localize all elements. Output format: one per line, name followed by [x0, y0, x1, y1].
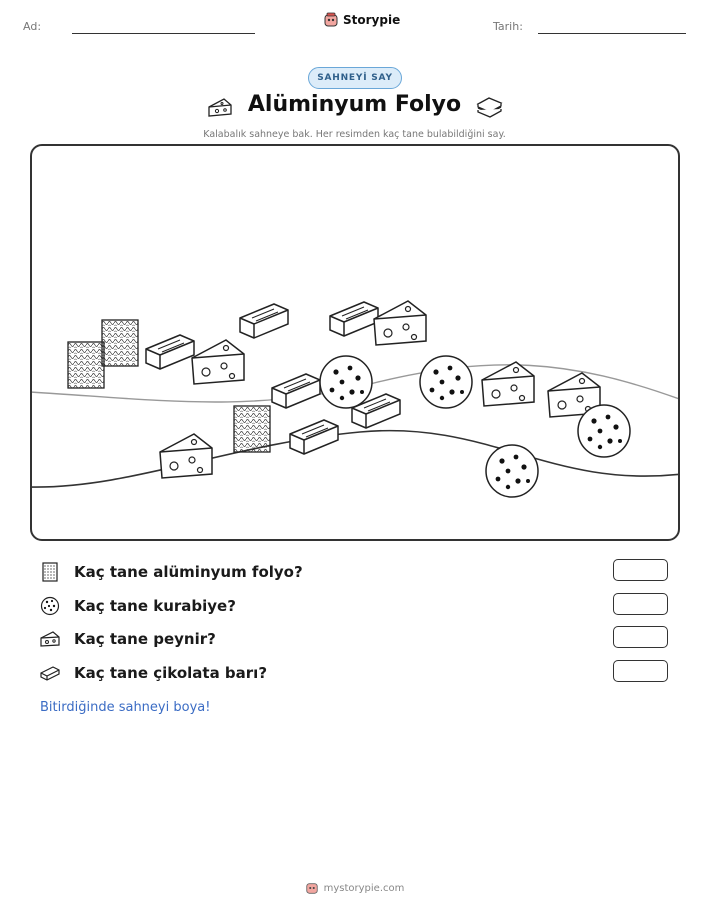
chocolate-bar-icon	[330, 302, 378, 336]
question-text: Kaç tane çikolata barı?	[74, 664, 268, 682]
sandwich-icon	[474, 94, 504, 120]
question-text: Kaç tane alüminyum folyo?	[74, 563, 303, 581]
chocolate-bar-icon	[272, 374, 320, 408]
date-label: Tarih:	[493, 20, 523, 33]
chocolate-bar-icon	[240, 304, 288, 338]
activity-badge: SAHNEYİ SAY	[308, 67, 402, 89]
answer-box-cookie[interactable]	[613, 593, 668, 615]
cookie-icon	[486, 445, 538, 497]
name-label: Ad:	[23, 20, 42, 33]
cookie-icon	[578, 405, 630, 457]
cheese-icon	[160, 434, 212, 478]
footer-url[interactable]: mystorypie.com	[323, 882, 405, 894]
cheese-icon	[374, 301, 426, 345]
answer-box-chocolate-bar[interactable]	[613, 660, 668, 682]
coloring-note: Bitirdiğinde sahneyi boya!	[40, 700, 211, 715]
question-cheese	[40, 629, 216, 649]
date-field[interactable]	[538, 33, 686, 34]
question-foil	[40, 562, 303, 582]
cheese-icon	[192, 340, 244, 384]
cookie-icon	[320, 356, 372, 408]
chocolate-bar-icon	[290, 420, 338, 454]
cookie-icon	[420, 356, 472, 408]
counting-scene	[30, 144, 680, 541]
answer-box-cheese[interactable]	[613, 626, 668, 648]
cookie-icon	[40, 596, 60, 616]
chocolate-bar-icon	[40, 663, 60, 683]
foil-icon	[68, 342, 104, 388]
instructions: Kalabalık sahneye bak. Her resimden kaç tane bulabildiğini say.	[203, 129, 506, 140]
logo-text: Storypie	[343, 13, 401, 27]
foil-icon	[102, 320, 138, 366]
question-cookie	[40, 596, 236, 616]
page-title: Alüminyum Folyo	[247, 92, 462, 117]
question-chocolate-bar	[40, 663, 267, 683]
cheese-icon	[482, 362, 534, 406]
question-text: Kaç tane kurabiye?	[74, 597, 236, 615]
foil-icon	[40, 562, 60, 582]
footer	[0, 881, 709, 895]
chocolate-bar-icon	[146, 335, 194, 369]
name-field[interactable]	[72, 33, 255, 34]
answer-box-foil[interactable]	[613, 559, 668, 581]
storypie-logo	[323, 12, 400, 28]
cheese-icon	[40, 629, 60, 649]
question-text: Kaç tane peynir?	[74, 630, 216, 648]
logo-mascot-icon	[323, 12, 339, 28]
logo-mascot-icon	[305, 881, 319, 895]
foil-icon	[234, 406, 270, 452]
